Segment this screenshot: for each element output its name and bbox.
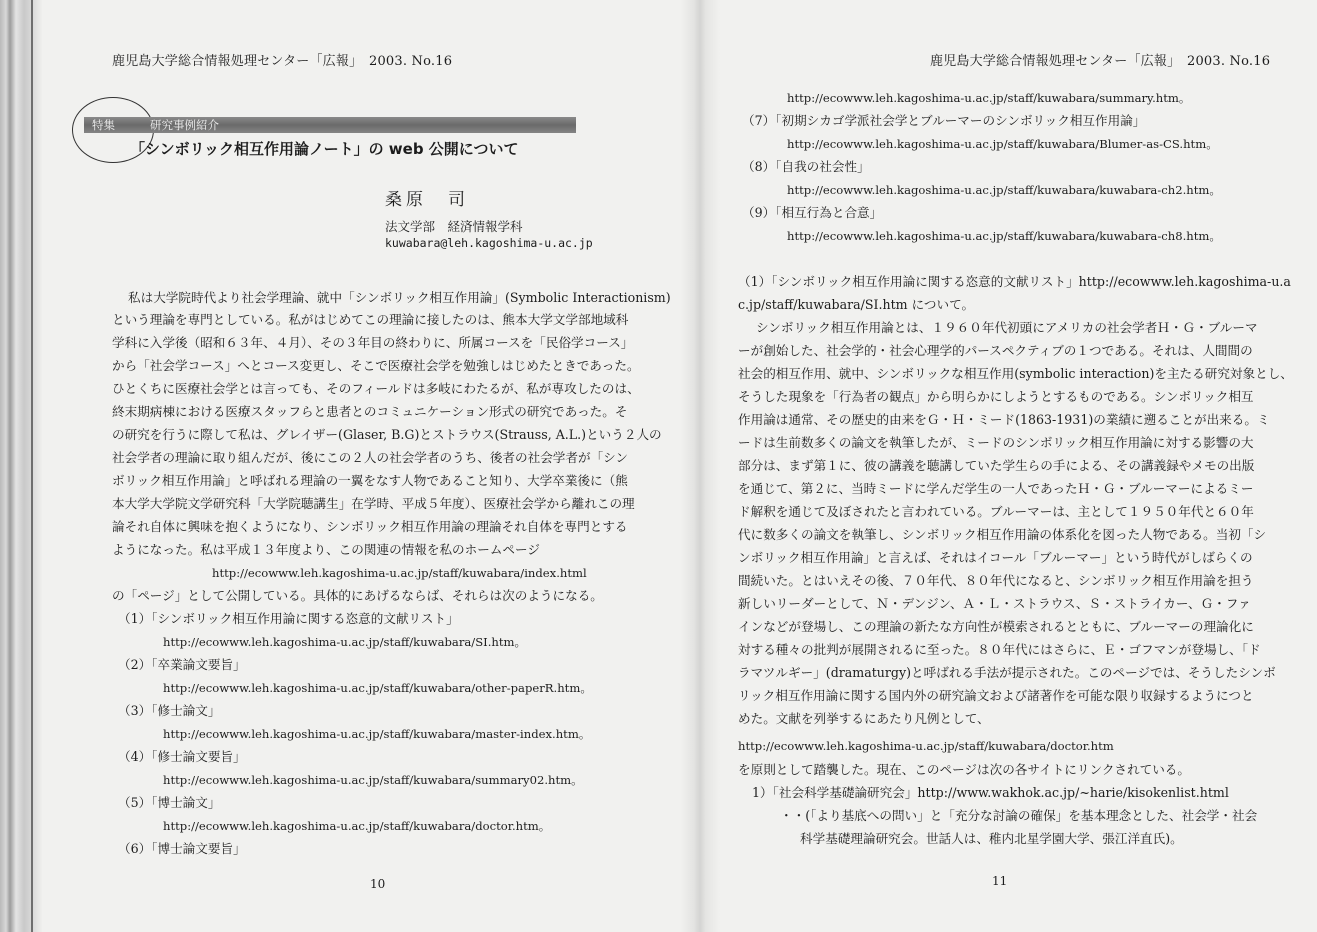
list-item-label: （9）「相互行為と合意」 — [742, 205, 883, 220]
list-item-label: （6）「博士論文要旨」 — [118, 841, 246, 856]
body-line: めた。文献を列挙するにあたり凡例として、 — [738, 711, 990, 726]
list-item-url[interactable]: http://ecowww.leh.kagoshima-u.ac.jp/staff/kuwabara/summary.htm。 — [787, 91, 1191, 105]
author-name: 桑原 司 — [385, 190, 469, 210]
body-line: から「社会学コース」へとコース変更し、そこで医療社会学を勉強しはじめたときであった。 — [112, 358, 640, 373]
body-line: 間続いた。とはいえその後、７０年代、８０年代になると、シンボリック相互作用論を担う — [738, 573, 1254, 588]
list-item-url[interactable]: http://ecowww.leh.kagoshima-u.ac.jp/staff/kuwabara/doctor.htm。 — [163, 819, 551, 833]
body-line: 本大学大学院文学研究科「大学院聴講生」在学時、平成５年度）、医療社会学から離れこの理 — [112, 496, 635, 511]
body-line: ラマツルギー」(dramaturgy)と呼ばれる手法が提示された。このページでは、そうしたシンボ — [738, 665, 1276, 680]
list-item-url[interactable]: http://ecowww.leh.kagoshima-u.ac.jp/staff/kuwabara/SI.htm。 — [163, 635, 527, 649]
author-affiliation: 法文学部 経済情報学科 — [385, 219, 523, 234]
page-gutter — [680, 0, 720, 932]
link-item[interactable]: 1）「社会科学基礎論研究会」http://www.wakhok.ac.jp/~harie/kisokenlist.html — [752, 785, 1229, 800]
body-line: 作用論は通常、その歴史的由来をＧ・Ｈ・ミード(1863-1931)の業績に遡ることが出来る。ミ — [738, 412, 1270, 427]
body-line: 対する種々の批判が展開されるに至った。８０年代にはさらに、Ｅ・ゴフマンが登場し、「ド — [738, 642, 1261, 657]
list-item-url[interactable]: http://ecowww.leh.kagoshima-u.ac.jp/staff/kuwabara/kuwabara-ch2.htm。 — [787, 183, 1221, 197]
section-heading: c.jp/staff/kuwabara/SI.htm について。 — [738, 297, 975, 312]
body-line: インなどが登場し、この理論の新たな方向性が模索されるとともに、ブルーマーの理論化に — [738, 619, 1254, 634]
article-title: 「シンボリック相互作用論ノート」の web 公開について — [130, 140, 519, 158]
left-page-header: 鹿児島大学総合情報処理センター「広報」 2003. No.16 — [112, 54, 453, 69]
body-line: の「ページ」として公開している。具体的にあげるならば、それらは次のようになる。 — [112, 588, 603, 603]
list-item-url[interactable]: http://ecowww.leh.kagoshima-u.ac.jp/staff/kuwabara/kuwabara-ch8.htm。 — [787, 229, 1221, 243]
doctor-url[interactable]: http://ecowww.leh.kagoshima-u.ac.jp/staff/kuwabara/doctor.htm — [738, 739, 1114, 753]
binding-edge — [0, 0, 42, 932]
body-line: 代に数多くの論文を執筆し、シンボリック相互作用論の体系化を図った人物である。当初「シ — [738, 527, 1267, 542]
body-line: 終末期病棟における医療スタッフらと患者とのコミュニケーション形式の研究であった。そ — [112, 404, 628, 419]
body-line: 論それ自体に興味を抱くようになり、シンボリック相互作用論の理論それ自体を専門とする — [112, 519, 628, 534]
left-page-number: 10 — [370, 877, 386, 891]
body-line: ボリック相互作用論」と呼ばれる理論の一翼をなす人物であること知り、大学卒業後に（熊 — [112, 473, 628, 488]
feature-tag: 特集 — [92, 118, 115, 132]
body-line: リック相互作用論に関する国内外の研究論文および諸著作を可能な限り収録するようにつと — [738, 688, 1254, 703]
list-item-label: （3）「修士論文」 — [118, 703, 221, 718]
body-line: ンボリック相互作用論」と言えば、それはイコール「ブルーマー」という時代がしばらくの — [738, 550, 1253, 565]
list-item-label: （7）「初期シカゴ学派社会学とブルーマーのシンボリック相互作用論」 — [742, 113, 1146, 128]
body-line: シンボリック相互作用論とは、１９６０年代初頭にアメリカの社会学者Ｈ・Ｇ・ブルーマ — [756, 320, 1258, 335]
body-line: 私は大学院時代より社会学理論、就中「シンボリック相互作用論」(Symbolic Interactionism) — [128, 290, 671, 305]
body-line: 学科に入学後（昭和６３年、４月）、その３年目の終わりに、所属コースを「民俗学コース」 — [112, 335, 634, 350]
right-page-number: 11 — [992, 874, 1008, 888]
list-item-url[interactable]: http://ecowww.leh.kagoshima-u.ac.jp/staff/kuwabara/master-index.htm。 — [163, 727, 591, 741]
body-line: ードは生前数多くの論文を執筆したが、ミードのシンボリック相互作用論に対する影響の大 — [738, 435, 1254, 450]
body-line: ひとくちに医療社会学とは言っても、そのフィールドは多岐にわたるが、私が専攻したのは、 — [112, 381, 640, 396]
list-item-url[interactable]: http://ecowww.leh.kagoshima-u.ac.jp/staff/kuwabara/other-paperR.htm。 — [163, 681, 592, 695]
homepage-url[interactable]: http://ecowww.leh.kagoshima-u.ac.jp/staff/kuwabara/index.html — [212, 566, 587, 580]
list-item-label: （2）「卒業論文要旨」 — [118, 657, 246, 672]
list-item-label: （4）「修士論文要旨」 — [118, 749, 246, 764]
body-line: を通じて、第２に、当時ミードに学んだ学生の一人であったＨ・Ｇ・ブルーマーによるミー — [738, 481, 1254, 496]
body-line: という理論を専門としている。私がはじめてこの理論に接したのは、熊本大学文学部地域科 — [112, 312, 629, 327]
body-line: ーが創始した、社会学的・社会心理学的パースペクティブの１つである。それは、人間間の — [738, 343, 1253, 358]
feature-subtitle: 研究事例紹介 — [150, 118, 219, 132]
binding-line — [31, 0, 33, 932]
right-page-header: 鹿児島大学総合情報処理センター「広報」 2003. No.16 — [930, 54, 1271, 69]
link-description: ・・(「より基底への問い」と「充分な討論の確保」を基本理念とした、社会学・社会 — [780, 808, 1258, 823]
body-line: ようになった。私は平成１３年度より、この関連の情報を私のホームページ — [112, 542, 540, 557]
list-item-label: （1）「シンボリック相互作用論に関する恣意的文献リスト」 — [118, 611, 459, 626]
list-item-url[interactable]: http://ecowww.leh.kagoshima-u.ac.jp/staff/kuwabara/summary02.htm。 — [163, 773, 583, 787]
body-line: を原則として踏襲した。現在、このページは次の各サイトにリンクされている。 — [738, 762, 1190, 777]
body-line: ド解釈を通じて及ぼされたと言われている。ブルーマーは、主として１９５０年代と６０年 — [738, 504, 1254, 519]
body-line: の研究を行うに際して私は、グレイザー(Glaser, B.G)とストラウス(Strauss, A.L.)という２人の — [112, 427, 662, 442]
author-email: kuwabara@leh.kagoshima-u.ac.jp — [385, 236, 593, 250]
section-heading: （1）「シンボリック相互作用論に関する恣意的文献リスト」http://ecowww.leh.kagoshima-u.a — [738, 274, 1291, 289]
body-line: 新しいリーダーとして、Ｎ・デンジン、Ａ・Ｌ・ストラウス、Ｓ・ストライカー、Ｇ・ファ — [738, 596, 1251, 611]
body-line: 部分は、まず第１に、彼の講義を聴講していた学生らの手による、その講義録やメモの出版 — [738, 458, 1255, 473]
body-line: 社会的相互作用、就中、シンボリックな相互作用(symbolic interaction)を主たる研究対象とし、 — [738, 366, 1293, 381]
body-line: 社会学者の理論に取り組んだが、後にこの２人の社会学者のうち、後者の社会学者が「シン — [112, 450, 629, 465]
list-item-url[interactable]: http://ecowww.leh.kagoshima-u.ac.jp/staff/kuwabara/Blumer-as-CS.htm。 — [787, 137, 1218, 151]
link-description: 科学基礎理論研究会。世話人は、稚内北星学園大学、張江洋直氏)。 — [800, 831, 1183, 846]
list-item-label: （8）「自我の社会性」 — [742, 159, 870, 174]
list-item-label: （5）「博士論文」 — [118, 795, 221, 810]
body-line: そうした現象を「行為者の観点」から明らかにしようとするものである。シンボリック相互 — [738, 389, 1254, 404]
